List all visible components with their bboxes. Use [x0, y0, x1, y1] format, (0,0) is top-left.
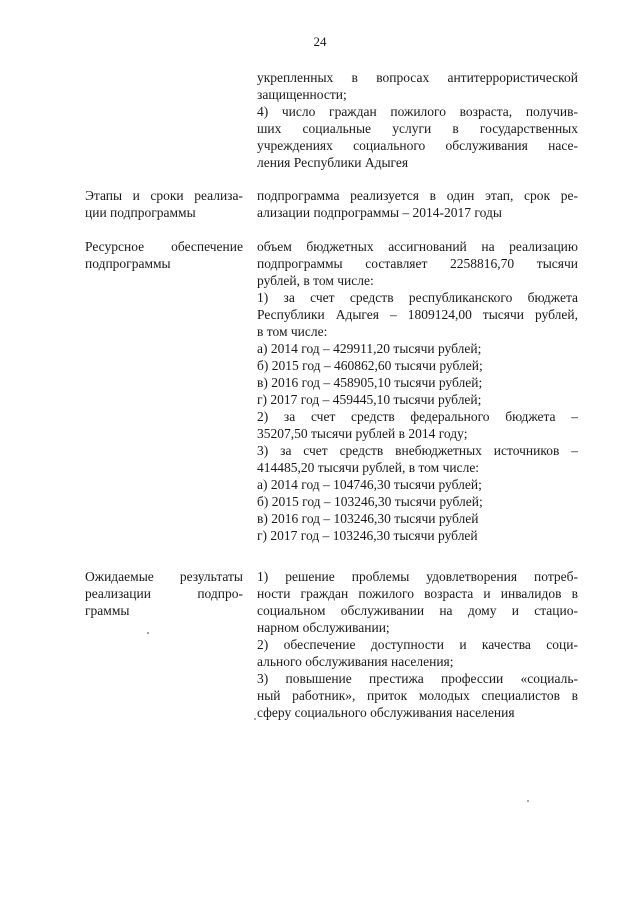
text-line: в) 2016 год – 458905,10 тысячи рублей; [257, 375, 483, 390]
label-line: реализации подпро- [85, 586, 243, 601]
text-line: ления Республики Адыгея [257, 155, 409, 170]
text-line: 4) число граждан пожилого возраста, получив- [257, 104, 578, 119]
text-line: социальном обслуживании на дому и стацио- [257, 603, 578, 618]
resources-label [85, 238, 243, 272]
text-line: г) 2017 год – 459445,10 тысячи рублей; [257, 392, 482, 407]
scan-speck [254, 718, 256, 720]
text-line: 3) за счет средств внебюджетных источников – [257, 443, 578, 458]
text-line: 1) за счет средств республиканского бюджета [257, 290, 578, 305]
text-line: ального обслуживания населения; [257, 654, 454, 669]
text-line: а) 2014 год – 104746,30 тысячи рублей; [257, 477, 482, 492]
text-line: 414485,20 тысячи рублей, в том числе: [257, 460, 480, 475]
text-line: 2) за счет средств федерального бюджета – [257, 409, 578, 424]
text-line: ализации подпрограммы – 2014-2017 годы [257, 205, 502, 220]
scan-speck [147, 632, 149, 634]
label-line: Ресурсное обеспечение [85, 239, 243, 254]
results-content [257, 568, 578, 721]
text-line: в) 2016 год – 103246,30 тысячи рублей [257, 511, 479, 526]
text-line: защищенности; [257, 87, 347, 102]
page-number: 24 [313, 34, 327, 49]
text-line: 35207,50 тысячи рублей в 2014 году; [257, 426, 468, 441]
stages-content [257, 187, 578, 221]
text-line: Республики Адыгея – 1809124,00 тысячи рублей, [257, 307, 578, 322]
results-label [85, 568, 243, 619]
text-line: 1) решение проблемы удовлетворения потреб- [257, 569, 578, 584]
label-line: граммы [85, 603, 130, 618]
text-line: ный работник», приток молодых специалистов в [257, 688, 578, 703]
label-line: подпрограммы [85, 256, 171, 271]
text-line: в том числе: [257, 324, 328, 339]
text-line: ших социальные услуги в государственных [257, 121, 578, 136]
text-line: подпрограмма реализуется в один этап, срок ре- [257, 188, 578, 203]
continuation-content [257, 69, 578, 171]
label-line: ции подпрограммы [85, 205, 196, 220]
text-line: б) 2015 год – 460862,60 тысячи рублей; [257, 358, 483, 373]
text-line: учреждениях социального обслуживания насе- [257, 138, 578, 153]
text-line: подпрограммы составляет 2258816,70 тысячи [257, 256, 578, 271]
text-line: рублей, в том числе: [257, 273, 374, 288]
stages-label [85, 187, 243, 221]
text-line: ности граждан пожилого возраста и инвалидов в [257, 586, 578, 601]
text-line: 3) повышение престижа профессии «социаль- [257, 671, 578, 686]
text-line: объем бюджетных ассигнований на реализацию [257, 239, 578, 254]
text-line: а) 2014 год – 429911,20 тысячи рублей; [257, 341, 482, 356]
label-line: Этапы и сроки реализа- [85, 188, 243, 203]
text-line: б) 2015 год – 103246,30 тысячи рублей; [257, 494, 483, 509]
resources-content [257, 238, 578, 544]
scan-speck [527, 800, 529, 802]
text-line: г) 2017 год – 103246,30 тысячи рублей [257, 528, 478, 543]
text-line: укрепленных в вопросах антитеррористической [257, 70, 578, 85]
text-line: нарном обслуживании; [257, 620, 390, 635]
label-line: Ожидаемые результаты [85, 569, 243, 584]
text-line: 2) обеспечение доступности и качества соци- [257, 637, 578, 652]
text-line: сферу социального обслуживания населения [257, 705, 515, 720]
